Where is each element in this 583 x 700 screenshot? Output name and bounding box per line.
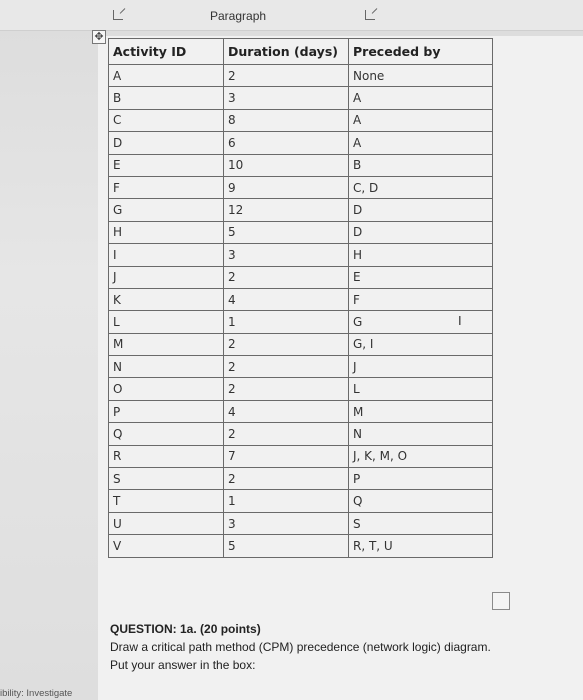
- table-row: [109, 512, 493, 534]
- cell-activity-id[interactable]: J: [109, 266, 224, 288]
- cell-duration[interactable]: 7: [224, 445, 349, 467]
- cell-preceded-by[interactable]: G: [349, 311, 493, 333]
- cell-preceded-by[interactable]: A: [349, 109, 493, 131]
- cell-preceded-by[interactable]: R, T, U: [349, 535, 493, 557]
- cell-preceded-by[interactable]: D: [349, 199, 493, 221]
- cell-duration[interactable]: 1: [224, 490, 349, 512]
- cell-activity-id[interactable]: C: [109, 109, 224, 131]
- cell-duration[interactable]: 3: [224, 87, 349, 109]
- table-row: [109, 400, 493, 422]
- cell-duration[interactable]: 10: [224, 154, 349, 176]
- table-row: [109, 288, 493, 310]
- cell-activity-id[interactable]: T: [109, 490, 224, 512]
- cell-activity-id[interactable]: D: [109, 132, 224, 154]
- table-row: [109, 490, 493, 512]
- table-row: [109, 87, 493, 109]
- table-row: [109, 423, 493, 445]
- cell-duration[interactable]: 5: [224, 221, 349, 243]
- cell-duration[interactable]: 2: [224, 423, 349, 445]
- cell-activity-id[interactable]: O: [109, 378, 224, 400]
- cell-preceded-by[interactable]: L: [349, 378, 493, 400]
- cell-activity-id[interactable]: I: [109, 244, 224, 266]
- cell-preceded-by[interactable]: N: [349, 423, 493, 445]
- cell-activity-id[interactable]: G: [109, 199, 224, 221]
- cell-preceded-by[interactable]: H: [349, 244, 493, 266]
- cell-preceded-by[interactable]: C, D: [349, 176, 493, 198]
- cell-activity-id[interactable]: H: [109, 221, 224, 243]
- table-row: [109, 266, 493, 288]
- header-preceded-by: Preceded by: [349, 39, 493, 65]
- question-line-1: Draw a critical path method (CPM) precedence (network logic) diagram.: [110, 640, 491, 654]
- question-block: [110, 620, 491, 674]
- cell-duration[interactable]: 12: [224, 199, 349, 221]
- cell-duration[interactable]: 2: [224, 65, 349, 87]
- table-row: [109, 199, 493, 221]
- cell-preceded-by[interactable]: J: [349, 356, 493, 378]
- cell-duration[interactable]: 6: [224, 132, 349, 154]
- cell-preceded-by[interactable]: G, I: [349, 333, 493, 355]
- font-dialog-launcher-icon[interactable]: [113, 10, 123, 20]
- cell-duration[interactable]: 9: [224, 176, 349, 198]
- cell-duration[interactable]: 2: [224, 378, 349, 400]
- table-row: [109, 109, 493, 131]
- cell-duration[interactable]: 2: [224, 468, 349, 490]
- question-title: QUESTION: 1a. (20 points): [110, 622, 261, 636]
- cell-preceded-by[interactable]: J, K, M, O: [349, 445, 493, 467]
- table-row: [109, 221, 493, 243]
- cell-duration[interactable]: 5: [224, 535, 349, 557]
- cell-duration[interactable]: 8: [224, 109, 349, 131]
- table-row: [109, 132, 493, 154]
- table-row: [109, 311, 493, 333]
- table-header-row: [109, 39, 493, 65]
- cell-preceded-by[interactable]: Q: [349, 490, 493, 512]
- cell-activity-id[interactable]: B: [109, 87, 224, 109]
- table-row: [109, 154, 493, 176]
- table-row: [109, 378, 493, 400]
- cell-activity-id[interactable]: P: [109, 400, 224, 422]
- cell-activity-id[interactable]: E: [109, 154, 224, 176]
- cell-preceded-by[interactable]: E: [349, 266, 493, 288]
- table-move-handle-icon[interactable]: ✥: [92, 30, 106, 44]
- cell-preceded-by[interactable]: D: [349, 221, 493, 243]
- table-row: [109, 65, 493, 87]
- text-cursor-icon: I: [458, 313, 462, 328]
- cell-activity-id[interactable]: V: [109, 535, 224, 557]
- cell-activity-id[interactable]: U: [109, 512, 224, 534]
- cell-duration[interactable]: 2: [224, 266, 349, 288]
- cell-preceded-by[interactable]: A: [349, 132, 493, 154]
- table-row: [109, 445, 493, 467]
- question-line-2: Put your answer in the box:: [110, 658, 256, 672]
- cell-activity-id[interactable]: A: [109, 65, 224, 87]
- cell-activity-id[interactable]: L: [109, 311, 224, 333]
- activity-table[interactable]: [108, 38, 493, 558]
- table-row: [109, 535, 493, 557]
- table-row: [109, 244, 493, 266]
- cell-preceded-by[interactable]: F: [349, 288, 493, 310]
- header-activity-id: Activity ID: [109, 39, 224, 65]
- cell-preceded-by[interactable]: B: [349, 154, 493, 176]
- cell-duration[interactable]: 3: [224, 512, 349, 534]
- cell-activity-id[interactable]: F: [109, 176, 224, 198]
- cell-preceded-by[interactable]: A: [349, 87, 493, 109]
- cell-activity-id[interactable]: Q: [109, 423, 224, 445]
- table-row: [109, 176, 493, 198]
- table-row: [109, 333, 493, 355]
- answer-box[interactable]: [492, 592, 510, 610]
- cell-duration[interactable]: 2: [224, 356, 349, 378]
- paragraph-group-label: Paragraph: [210, 9, 267, 23]
- status-bar-accessibility[interactable]: ibility: Investigate: [0, 688, 73, 699]
- cell-preceded-by[interactable]: P: [349, 468, 493, 490]
- cell-activity-id[interactable]: M: [109, 333, 224, 355]
- cell-preceded-by[interactable]: S: [349, 512, 493, 534]
- cell-activity-id[interactable]: S: [109, 468, 224, 490]
- cell-duration[interactable]: 1: [224, 311, 349, 333]
- cell-duration[interactable]: 3: [224, 244, 349, 266]
- cell-preceded-by[interactable]: None: [349, 65, 493, 87]
- table-row: [109, 468, 493, 490]
- cell-activity-id[interactable]: N: [109, 356, 224, 378]
- paragraph-dialog-launcher-icon[interactable]: [365, 10, 375, 20]
- cell-duration[interactable]: 4: [224, 400, 349, 422]
- header-duration: Duration (days): [224, 39, 349, 65]
- cell-activity-id[interactable]: K: [109, 288, 224, 310]
- cell-activity-id[interactable]: R: [109, 445, 224, 467]
- ribbon: [0, 0, 583, 31]
- table-row: [109, 356, 493, 378]
- cell-duration[interactable]: 2: [224, 333, 349, 355]
- cell-preceded-by[interactable]: M: [349, 400, 493, 422]
- cell-duration[interactable]: 4: [224, 288, 349, 310]
